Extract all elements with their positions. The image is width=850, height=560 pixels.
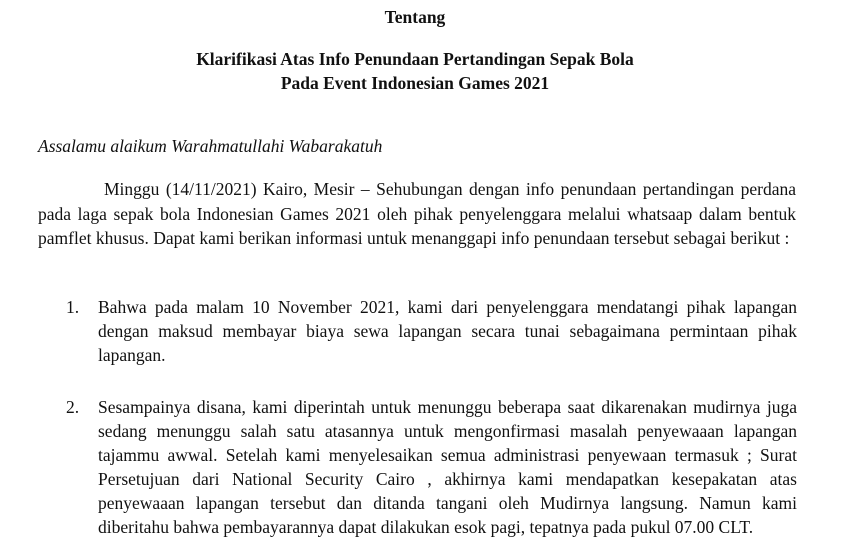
intro-paragraph: Minggu (14/11/2021) Kairo, Mesir – Sehubungan dengan info penundaan pertandingan perdana pada laga sepak bola Indonesian Games 2021 oleh pihak penyelenggara melalui whatsaap dalam bentuk pamflet khusus. Dapat kami berikan informasi untuk menanggapi info penundaan tersebut sebagai berikut : — [38, 179, 796, 248]
greeting: Assalamu alaikum Warahmatullahi Wabarakatuh — [38, 136, 383, 156]
document-heading: Tentang — [384, 7, 446, 27]
list-text: Sesampainya disana, kami diperintah untuk menunggu beberapa saat dikarenakan mudirnya juga sedang menunggu salah satu atasannya untuk mengonfirmasi masalah penyewaaan lapangan tajammu awwal. Setelah kami menyelesaikan semua administrasi penyewaan termasuk ; Surat Persetujuan dari National Security Cairo , akhirnya kami mendapatkan kesepakatan atas penyewaaan lapangan tersebut dan ditanda tangani oleh Mudirnya langsung. Namun kami diberitahu bahwa pembayarannya dapat dilakukan esok pagi, tepatnya pada pukul 07.00 CLT. — [98, 397, 797, 537]
list-number: 2. — [66, 397, 80, 417]
document-title-line-2: Pada Event Indonesian Games 2021 — [280, 73, 550, 93]
list-text: Bahwa pada malam 10 November 2021, kami dari penyelenggara mendatangi pihak lapangan dengan maksud membayar biaya sewa lapangan secara tunai sebagaimana permintaan pihak lapangan. — [98, 297, 797, 365]
document-title-line-1: Klarifikasi Atas Info Penundaan Pertandingan Sepak Bola — [196, 49, 634, 69]
list-number: 1. — [66, 297, 80, 317]
